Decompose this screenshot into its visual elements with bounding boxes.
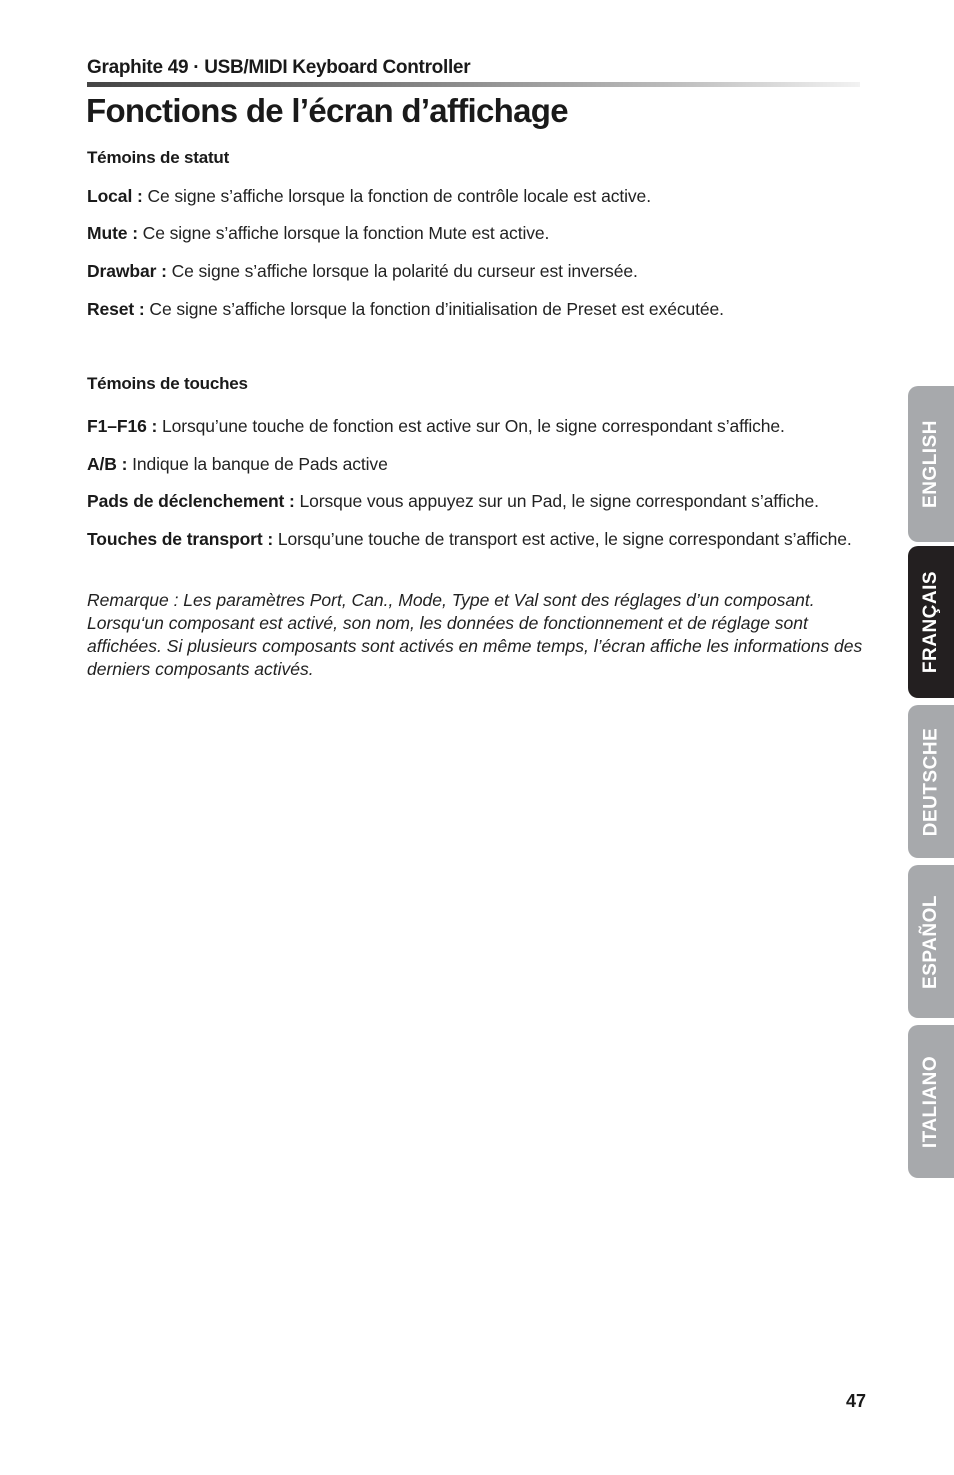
term-description: Lorsqu’une touche de transport est active, le signe correspondant s’affiche. (273, 529, 852, 549)
term-description: Lorsque vous appuyez sur un Pad, le signe correspondant s’affiche. (294, 491, 819, 511)
keys-item-function (87, 415, 872, 438)
tab-italiano[interactable] (908, 1025, 954, 1178)
term-description: Ce signe s’affiche lorsque la fonction d’initialisation de Preset est exécutée. (144, 299, 724, 319)
status-item-mute (87, 222, 872, 245)
header-product: Graphite 49 · USB/MIDI Keyboard Controller (87, 57, 471, 78)
tab-english[interactable] (908, 386, 954, 542)
status-heading: Témoins de statut (87, 148, 230, 167)
keys-item-transport (87, 528, 872, 551)
status-item-drawbar (87, 260, 872, 283)
status-item-reset (87, 298, 872, 321)
remark-note: Remarque : Les paramètres Port, Can., Mode, Type et Val sont des réglages d’un composant. Lorsqu‘un composant est activé, son nom, les données de fonctionnement et de réglage sont affichées. Si plusieurs composants sont activés en même temps, l’écran affiche les informations des derniers composants activés. (87, 590, 863, 679)
page-title: Fonctions de l’écran d’affichage (86, 92, 568, 129)
status-item-local (87, 185, 872, 208)
tab-espanol[interactable] (908, 865, 954, 1018)
term-label: Reset : (87, 299, 145, 319)
term-description: Ce signe s’affiche lorsque la fonction de contrôle locale est active. (142, 186, 651, 206)
term-label: A/B : (87, 454, 128, 474)
tab-label: ESPAÑOL (920, 894, 941, 989)
page-number: 47 (846, 1391, 867, 1411)
term-description: Ce signe s’affiche lorsque la polarité du curseur est inversée. (166, 261, 638, 281)
tab-label: ITALIANO (920, 1055, 941, 1148)
term-description: Ce signe s’affiche lorsque la fonction Mute est active. (137, 223, 550, 243)
tab-label: DEUTSCHE (920, 727, 942, 836)
keys-item-ab (87, 453, 872, 476)
term-label: F1–F16 : (87, 416, 158, 436)
term-label: Drawbar : (87, 261, 167, 281)
term-description: Indique la banque de Pads active (127, 454, 388, 474)
tab-label: ENGLISH (920, 420, 942, 508)
term-label: Mute : (87, 223, 138, 243)
term-description: Lorsqu’une touche de fonction est active sur On, le signe correspondant s’affiche. (157, 416, 785, 436)
keys-heading: Témoins de touches (87, 374, 248, 393)
term-label: Pads de déclenchement : (87, 491, 295, 511)
tab-deutsche[interactable] (908, 705, 954, 858)
keys-item-pads (87, 490, 872, 513)
tab-francais[interactable] (908, 546, 954, 698)
term-label: Local : (87, 186, 143, 206)
tab-label: FRANÇAIS (920, 570, 942, 674)
header-rule (87, 82, 860, 87)
term-label: Touches de transport : (87, 529, 274, 549)
